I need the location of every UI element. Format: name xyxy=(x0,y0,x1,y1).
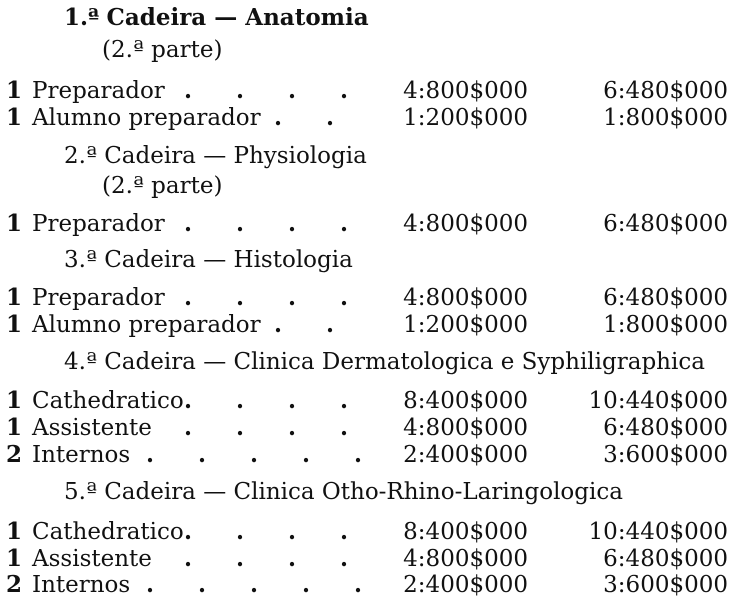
row-value-1: 8:400$000 xyxy=(403,519,528,545)
row-leader-dots: . . xyxy=(274,104,353,131)
row-qty: 1 xyxy=(6,210,23,237)
row-qty: 1 xyxy=(6,284,23,311)
row-value-2: 6:480$000 xyxy=(603,285,728,311)
row-title: Preparador xyxy=(32,285,165,311)
row-leader-dots: . . . . xyxy=(184,387,367,414)
row-value-2: 6:480$000 xyxy=(603,211,728,237)
row-qty: 1 xyxy=(6,414,23,441)
row-qty: 1 xyxy=(6,387,23,414)
table-row xyxy=(6,104,728,132)
section-title: Cadeira — Physiologia xyxy=(104,143,367,169)
row-leader-dots: . . xyxy=(274,311,353,338)
section-title: Cadeira — Clinica Otho-Rhino-Laringologica xyxy=(104,479,623,505)
row-value-2: 10:440$000 xyxy=(588,388,728,414)
row-value-2: 3:600$000 xyxy=(603,442,728,468)
row-value-1: 1:200$000 xyxy=(403,312,528,338)
row-leader-dots: . . . . xyxy=(184,210,367,237)
row-value-1: 4:800$000 xyxy=(403,546,528,572)
row-value-1: 4:800$000 xyxy=(403,78,528,104)
row-title: Internos xyxy=(32,442,131,468)
section-subtitle: (2.ª parte) xyxy=(102,173,223,199)
section-heading xyxy=(64,4,369,32)
section-title: Cadeira — Clinica Dermatologica e Syphiligraphica xyxy=(104,349,705,375)
table-row xyxy=(6,414,728,442)
row-value-1: 2:400$000 xyxy=(403,572,528,598)
row-value-2: 3:600$000 xyxy=(603,572,728,598)
row-value-2: 6:480$000 xyxy=(603,78,728,104)
row-value-1: 4:800$000 xyxy=(403,415,528,441)
table-row xyxy=(6,311,728,339)
row-value-1: 8:400$000 xyxy=(403,388,528,414)
row-qty: 1 xyxy=(6,545,23,572)
section-number: 3.ª xyxy=(64,247,97,273)
table-row xyxy=(6,545,728,573)
row-qty: 2 xyxy=(6,571,23,598)
row-value-2: 1:800$000 xyxy=(603,312,728,338)
row-value-2: 10:440$000 xyxy=(588,519,728,545)
row-title: Cathedratico xyxy=(32,519,184,545)
table-row xyxy=(6,284,728,312)
section-number: 4.ª xyxy=(64,349,97,375)
row-qty: 1 xyxy=(6,311,23,338)
table-row xyxy=(6,518,728,546)
row-value-1: 1:200$000 xyxy=(403,105,528,131)
row-value-2: 6:480$000 xyxy=(603,546,728,572)
row-qty: 1 xyxy=(6,77,23,104)
row-qty: 1 xyxy=(6,518,23,545)
table-row xyxy=(6,387,728,415)
row-leader-dots: . . . . xyxy=(184,77,367,104)
row-qty: 1 xyxy=(6,104,23,131)
section-number: 2.ª xyxy=(64,143,97,169)
section-subtitle: (2.ª parte) xyxy=(102,37,223,63)
table-row xyxy=(6,210,728,238)
row-qty: 2 xyxy=(6,441,23,468)
row-leader-dots: . . . . . xyxy=(146,571,381,598)
section-number: 5.ª xyxy=(64,479,97,505)
row-leader-dots: . . . . xyxy=(184,518,367,545)
section-number: 1.ª xyxy=(64,4,100,31)
row-title: Assistente xyxy=(32,546,152,572)
section-heading xyxy=(64,142,367,170)
row-title: Assistente xyxy=(32,415,152,441)
row-title: Cathedratico xyxy=(32,388,184,414)
row-value-1: 2:400$000 xyxy=(403,442,528,468)
row-leader-dots: . . . . . xyxy=(146,441,381,468)
row-value-1: 4:800$000 xyxy=(403,285,528,311)
row-value-2: 6:480$000 xyxy=(603,415,728,441)
row-title: Alumno preparador xyxy=(32,312,261,338)
section-heading xyxy=(64,478,623,506)
section-title: Cadeira — Histologia xyxy=(104,247,353,273)
row-leader-dots: . . . . xyxy=(184,545,367,572)
row-value-1: 4:800$000 xyxy=(403,211,528,237)
table-row xyxy=(6,441,728,469)
row-leader-dots: . . . . xyxy=(184,414,367,441)
row-title: Alumno preparador xyxy=(32,105,261,131)
table-row xyxy=(6,77,728,105)
section-title: Cadeira — Anatomia xyxy=(106,4,369,31)
row-title: Internos xyxy=(32,572,131,598)
row-title: Preparador xyxy=(32,78,165,104)
row-title: Preparador xyxy=(32,211,165,237)
section-heading xyxy=(64,246,353,274)
row-leader-dots: . . . . xyxy=(184,284,367,311)
section-heading xyxy=(64,348,705,376)
table-row xyxy=(6,571,728,599)
row-value-2: 1:800$000 xyxy=(603,105,728,131)
